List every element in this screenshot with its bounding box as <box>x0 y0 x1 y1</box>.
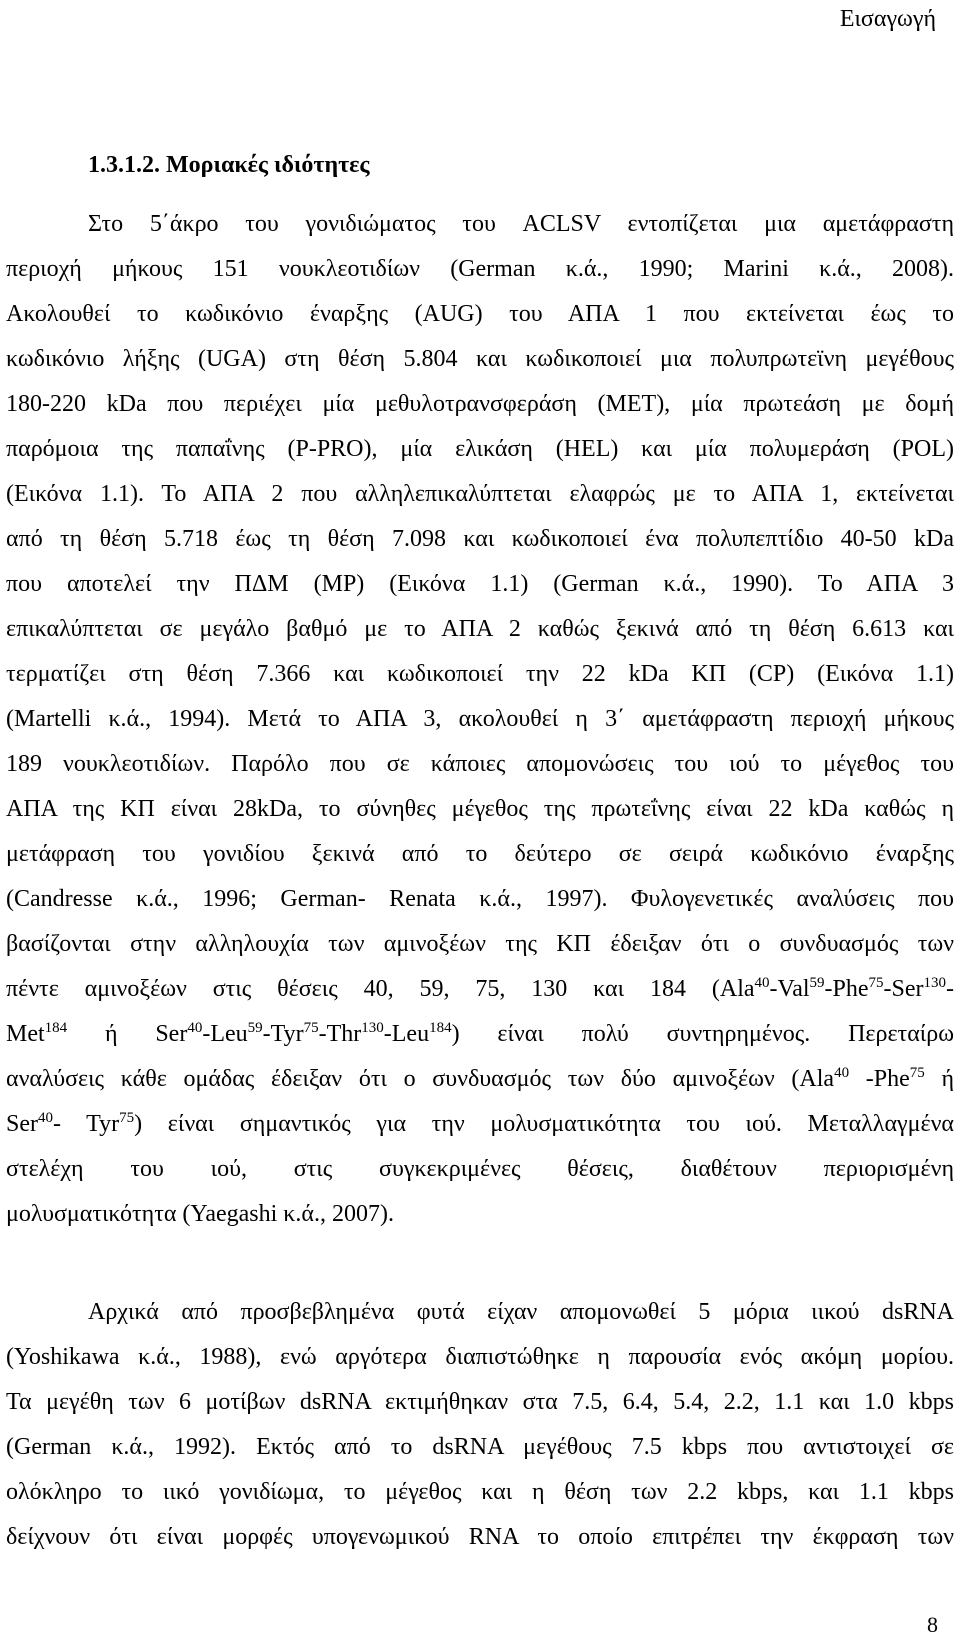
text-line <box>6 202 954 247</box>
superscript: 40 <box>187 1020 203 1036</box>
text-line <box>6 742 954 787</box>
superscript: 40 <box>754 975 770 991</box>
superscript: 59 <box>247 1020 263 1036</box>
superscript: 184 <box>44 1020 68 1036</box>
text-line <box>6 427 954 472</box>
text-line <box>6 787 954 832</box>
text-run: 189 νουκλεοτιδίων. Παρόλο που σε κάποιες απομονώσεις του ιού το μέγεθος του <box>6 751 954 777</box>
text-line <box>6 697 954 742</box>
text-line <box>6 247 954 292</box>
text-line <box>6 1335 954 1380</box>
text-line <box>6 652 954 697</box>
superscript: 184 <box>429 1020 452 1036</box>
text-line <box>6 1192 954 1237</box>
text-line <box>6 1147 954 1192</box>
text-run: (Martelli κ.ά., 1994). Μετά το ΑΠΑ 3, ακολουθεί η 3΄ αμετάφραστη περιοχή μήκους <box>6 706 954 732</box>
text-run: πέντε αμινοξέων στις θέσεις 40, 59, 75, 130 και 184 (Ala <box>6 976 755 1002</box>
text-line <box>6 382 954 427</box>
section-heading: 1.3.1.2. Μοριακές ιδιότητες <box>88 152 370 178</box>
text-line <box>6 967 954 1012</box>
text-run: βασίζονται στην αλληλουχία των αμινοξέων της ΚΠ έδειξαν ότι ο συνδυασμός των <box>6 931 954 957</box>
text-run: (Yoshikawa κ.ά., 1988), ενώ αργότερα διαπιστώθηκε η παρουσία ενός ακόμη μορίου. <box>6 1344 954 1370</box>
text-run: παρόμοια της παπαΐνης (P-PRO), μία ελικάση (HEL) και μία πολυμεράση (POL) <box>6 436 954 462</box>
text-run: στελέχη του ιού, στις συγκεκριμένες θέσεις, διαθέτουν περιορισμένη <box>6 1156 954 1182</box>
text-run: ) είναι πολύ συντηρημένος. Περεταίρω <box>451 1021 954 1047</box>
text-run: -Phe <box>824 976 869 1002</box>
text-run: ή Ser <box>67 1021 188 1047</box>
text-line <box>6 292 954 337</box>
text-run: από τη θέση 5.718 έως τη θέση 7.098 και κωδικοποιεί ένα πολυπεπτίδιο 40-50 kDa <box>6 526 954 552</box>
text-line <box>6 472 954 517</box>
text-run: ολόκληρο το ιικό γονιδίωμα, το μέγεθος και η θέση των 2.2 kbps, και 1.1 kbps <box>6 1479 954 1505</box>
text-run: 180-220 kDa που περιέχει μία μεθυλοτρανσφεράση (MET), μία πρωτεάση με δομή <box>6 391 954 417</box>
text-run: -Leu <box>383 1021 430 1047</box>
text-line <box>6 1290 954 1335</box>
text-run: ή <box>924 1066 954 1092</box>
superscript: 75 <box>868 975 884 991</box>
text-line <box>6 337 954 382</box>
text-run: Στο 5΄άκρο του γονιδιώματος του ACLSV εντοπίζεται μια αμετάφραστη <box>88 211 954 237</box>
text-run: μετάφραση του γονιδίου ξεκινά από το δεύτερο σε σειρά κωδικόνιο έναρξης <box>6 841 954 867</box>
text-run: -Phe <box>849 1066 910 1092</box>
text-run: κωδικόνιο λήξης (UGA) στη θέση 5.804 και κωδικοποιεί μια πολυπρωτεϊνη μεγέθους <box>6 346 954 372</box>
superscript: 59 <box>809 975 825 991</box>
text-run: (German κ.ά., 1992). Εκτός από το dsRNA μεγέθους 7.5 kbps που αντιστοιχεί σε <box>6 1434 954 1460</box>
text-line <box>6 877 954 922</box>
text-line <box>6 1470 954 1515</box>
text-line <box>6 1012 954 1057</box>
superscript: 40 <box>834 1065 850 1081</box>
text-line <box>6 607 954 652</box>
text-line <box>6 1425 954 1470</box>
text-run: που αποτελεί την ΠΔΜ (MP) (Εικόνα 1.1) (German κ.ά., 1990). Το ΑΠΑ 3 <box>6 571 954 597</box>
paragraph-2 <box>6 1290 954 1560</box>
superscript: 75 <box>909 1065 925 1081</box>
text-run: τερματίζει στη θέση 7.366 και κωδικοποιεί την 22 kDa ΚΠ (CP) (Εικόνα 1.1) <box>6 661 954 687</box>
text-run: -Thr <box>318 1021 362 1047</box>
page-number: 8 <box>927 1612 938 1637</box>
text-run: περιοχή μήκους 151 νουκλεοτιδίων (German κ.ά., 1990; Marini κ.ά., 2008). <box>6 256 954 282</box>
text-run: Τα μεγέθη των 6 μοτίβων dsRNA εκτιμήθηκαν στα 7.5, 6.4, 5.4, 2.2, 1.1 και 1.0 kbps <box>6 1389 954 1415</box>
text-run: -Val <box>769 976 810 1002</box>
text-run: (Candresse κ.ά., 1996; German- Renata κ.ά., 1997). Φυλογενετικές αναλύσεις που <box>6 886 954 912</box>
paragraph-1 <box>6 202 954 1237</box>
text-run: Ser <box>6 1111 38 1137</box>
text-run: Ακολουθεί το κωδικόνιο έναρξης (AUG) του ΑΠΑ 1 που εκτείνεται έως το <box>6 301 954 327</box>
superscript: 130 <box>923 975 946 991</box>
text-run: -Ser <box>883 976 924 1002</box>
text-line <box>6 1057 954 1102</box>
text-run: μολυσματικότητα (Yaegashi κ.ά., 2007). <box>6 1201 394 1227</box>
text-run: - Tyr <box>53 1111 120 1137</box>
text-run: Αρχικά από προσβεβλημένα φυτά είχαν απομονωθεί 5 μόρια ιικού dsRNA <box>88 1299 954 1325</box>
text-run: - <box>946 976 954 1002</box>
text-run: δείχνουν ότι είναι μορφές υπογενωμικού RNA το οποίο επιτρέπει την έκφραση των <box>6 1524 954 1550</box>
text-line <box>6 1380 954 1425</box>
text-run: επικαλύπτεται σε μεγάλο βαθμό με το ΑΠΑ 2 καθώς ξεκινά από τη θέση 6.613 και <box>6 616 954 642</box>
running-header: Εισαγωγή <box>839 6 936 32</box>
text-line <box>6 832 954 877</box>
text-run: αναλύσεις κάθε ομάδας έδειξαν ότι ο συνδυασμός των δύο αμινοξέων (Ala <box>6 1066 835 1092</box>
text-run: ) είναι σημαντικός για την μολυσματικότητα του ιού. Μεταλλαγμένα <box>134 1111 954 1137</box>
text-run: ΑΠΑ της ΚΠ είναι 28kDa, το σύνηθες μέγεθος της πρωτεΐνης είναι 22 kDa καθώς η <box>6 796 954 822</box>
superscript: 75 <box>119 1110 135 1126</box>
text-line <box>6 1102 954 1147</box>
text-run: -Leu <box>202 1021 248 1047</box>
superscript: 40 <box>38 1110 53 1126</box>
text-line <box>6 562 954 607</box>
superscript: 130 <box>361 1020 384 1036</box>
text-run: -Tyr <box>262 1021 304 1047</box>
text-run: (Εικόνα 1.1). Το ΑΠΑ 2 που αλληλεπικαλύπτεται ελαφρώς με το ΑΠΑ 1, εκτείνεται <box>6 481 954 507</box>
text-line <box>6 922 954 967</box>
text-line <box>6 517 954 562</box>
text-run: Met <box>6 1021 45 1047</box>
superscript: 75 <box>303 1020 319 1036</box>
text-line <box>6 1515 954 1560</box>
